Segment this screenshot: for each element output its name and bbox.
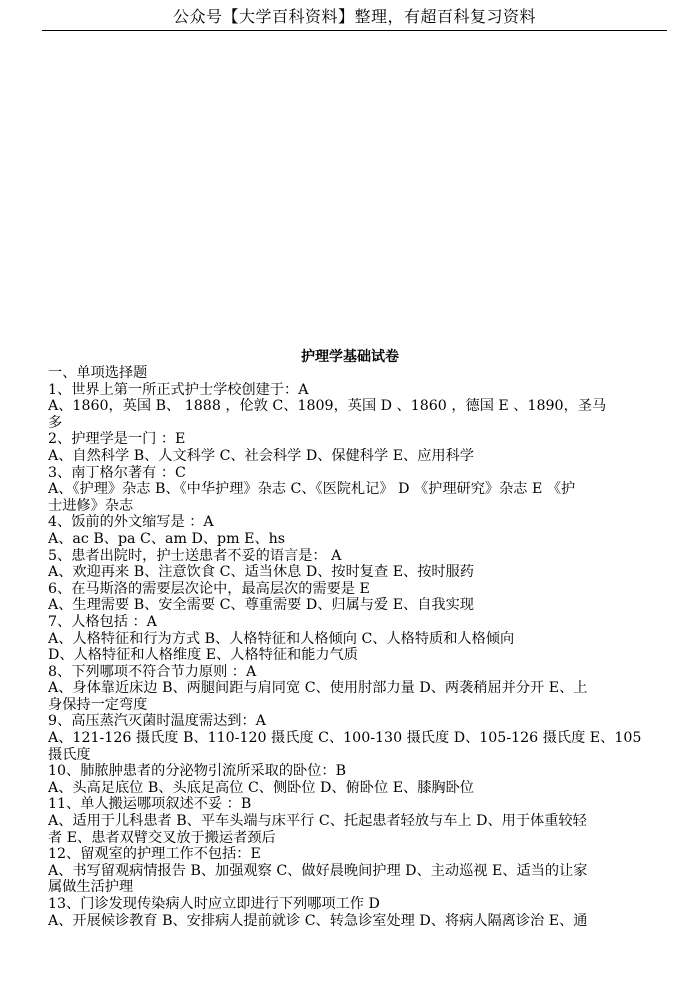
document-body <box>48 365 672 929</box>
document-title: 护理学基础试卷 <box>301 349 399 365</box>
question-line: 9、高压蒸汽灭菌时温度需达到：A <box>48 713 266 730</box>
question-line: 5、患者出院时，护士送患者不妥的语言是： A <box>48 547 342 564</box>
options-line: A、《护理》杂志 B、《中华护理》杂志 C、《医院札记》 D 《护理研究》杂志 E 《护 <box>48 481 576 498</box>
options-line: A、ac B、pa C、am D、pm E、hs <box>48 530 286 547</box>
options-line: 身保持一定弯度 <box>48 696 148 713</box>
options-line: A、身体靠近床边 B、两腿间距与肩同宽 C、使用肘部力量 D、两袭稍屈并分开 E、上 <box>48 680 588 697</box>
options-line: A、开展候诊教育 B、安排病人提前就诊 C、转急诊室处理 D、将病人隔离诊治 E、通 <box>48 912 588 929</box>
question-line: 13、门诊发现传染病人时应立即进行下列哪项工作 D <box>48 896 380 912</box>
section-heading: 一、单项选择题 <box>48 365 148 381</box>
options-line: A、适用于儿科患者 B、平车头端与床平行 C、托起患者轻放与车上 D、用于体重较轻 <box>48 813 587 830</box>
options-line: A、书写留观病情报告 B、加强观察 C、做好晨晚间护理 D、主动巡视 E、适当的让家 <box>48 862 588 879</box>
question-line: 6、在马斯洛的需要层次论中，最高层次的需要是 E <box>48 580 370 597</box>
options-line: A、欢迎再来 B、注意饮食 C、适当休息 D、按时复查 E、按时服药 <box>48 564 474 581</box>
options-line: D、人格特征和人格维度 E、人格特征和能力气质 <box>48 647 358 664</box>
question-line: 3、南丁格尔著有 ：C <box>48 464 186 481</box>
question-line: 1、世界上第一所正式护士学校创建于：A <box>48 381 309 398</box>
options-line: A、人格特征和行为方式 B、人格特征和人格倾向 C、人格特质和人格倾向 <box>48 630 515 647</box>
question-line: 12、留观室的护理工作不包括：E <box>48 846 261 863</box>
options-line: 属做生活护理 <box>48 879 134 896</box>
header-divider <box>42 30 667 31</box>
options-line: A、1860，英国 B、 1888 ，伦敦 C、1809，英国 D 、1860 ，德国 E 、1890，圣马 <box>48 398 607 415</box>
options-line: 多 <box>48 414 63 431</box>
question-line: 2、护理学是一门 ：E <box>48 431 186 448</box>
options-line: A、121-126 摄氏度 B、110-120 摄氏度 C、100-130 摄氏度 D、105-126 摄氏度 E、105 <box>48 730 642 747</box>
question-line: 7、人格包括 ：A <box>48 613 157 630</box>
question-line: 4、饭前的外文缩写是 ：A <box>48 514 214 531</box>
question-line: 10、肺脓肿患者的分泌物引流所采取的卧位：B <box>48 763 347 780</box>
options-line: A、头高足底位 B、头底足高位 C、侧卧位 D、俯卧位 E、膝胸卧位 <box>48 779 474 796</box>
question-line: 11、单人搬运哪项叙述不妥 ：B <box>48 796 252 813</box>
options-line: 士进修》杂志 <box>48 497 134 514</box>
options-line: A、生理需要 B、安全需要 C、尊重需要 D、归属与爱 E、自我实现 <box>48 597 474 614</box>
options-line: 摄氏度 <box>48 746 91 763</box>
question-line: 8、下列哪项不符合节力原则 ：A <box>48 663 257 680</box>
options-line: 者 E、患者双臂交叉放于搬运者颈后 <box>48 829 276 846</box>
options-line: A、自然科学 B、人文科学 C、社会科学 D、保健科学 E、应用科学 <box>48 447 474 464</box>
page-header: 公众号【大学百科资料】整理，有超百科复习资料 <box>172 7 536 26</box>
